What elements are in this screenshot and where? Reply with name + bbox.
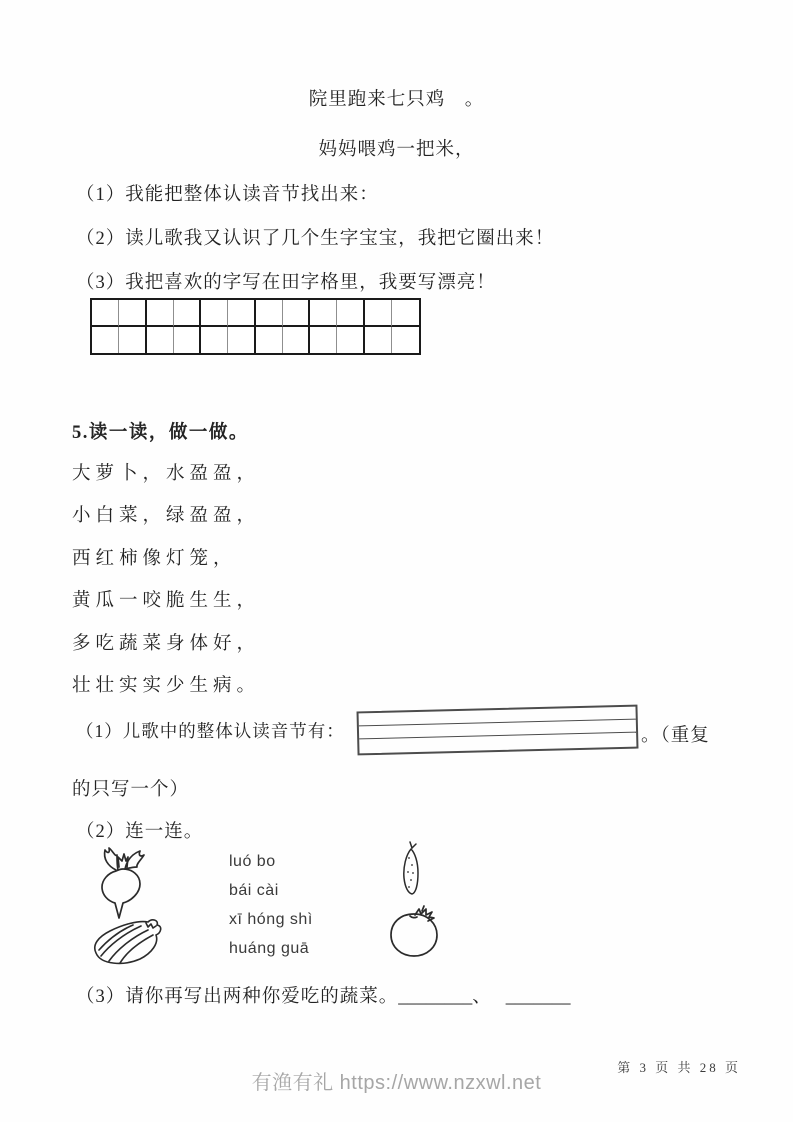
- grid-cell: [147, 327, 174, 354]
- poem-line-5: 多吃蔬菜身体好，: [72, 634, 261, 654]
- poem-line-1: 大萝卜，水盈盈，: [72, 464, 261, 484]
- grid-cell: [92, 300, 119, 327]
- chinese-cabbage-drawing: [90, 915, 166, 969]
- poem-line-2: 小白菜，绿盈盈，: [72, 506, 261, 526]
- pinyin-ruled-line: [359, 719, 636, 727]
- q5-3-separator: 、: [472, 987, 492, 1007]
- q5-3-blank-2: _______: [505, 987, 571, 1007]
- grid-cell: [92, 327, 119, 354]
- page-number-indicator: 第 3 页 共 28 页: [617, 1060, 741, 1075]
- grid-cell: [119, 300, 146, 327]
- pinyin-ruled-line: [359, 731, 636, 739]
- poem-line-4: 黄瓜一咬脆生生，: [72, 591, 261, 611]
- q5-3-prefix: （3）请你再写出两种你爱吃的蔬菜。: [76, 987, 399, 1007]
- grid-cell: [174, 327, 201, 354]
- rhyme-line-2: 妈妈喂鸡一把米，: [318, 140, 475, 160]
- grid-cell: [310, 300, 337, 327]
- grid-cell: [365, 300, 392, 327]
- grid-cell: [174, 300, 201, 327]
- q5-2-label: （2）连一连。: [76, 822, 204, 842]
- grid-cell: [310, 327, 337, 354]
- radish-drawing: [96, 844, 148, 924]
- grid-cell: [228, 327, 255, 354]
- grid-cell: [201, 300, 228, 327]
- grid-cell: [392, 300, 419, 327]
- grid-cell: [283, 327, 310, 354]
- q4-subquestion-1: （1）我能把整体认读音节找出来：: [76, 185, 379, 205]
- q4-subquestion-3: （3）我把喜欢的字写在田字格里，我要写漂亮！: [76, 273, 496, 293]
- grid-cell: [337, 300, 364, 327]
- grid-cell: [228, 300, 255, 327]
- grid-cell: [283, 300, 310, 327]
- site-watermark: 有渔有礼 https://www.nzxwl.net: [251, 1072, 542, 1094]
- grid-cell: [392, 327, 419, 354]
- grid-cell: [201, 327, 228, 354]
- q5-3-line: [76, 985, 571, 1009]
- poem-line-6: 壮壮实实少生病。: [72, 676, 261, 696]
- pinyin-option-luobo: luó bo: [229, 853, 276, 870]
- tomato-drawing: [387, 903, 443, 959]
- poem-line-3: 西红柿像灯笼，: [72, 549, 237, 569]
- character-writing-grid: [90, 298, 421, 355]
- grid-cell: [119, 327, 146, 354]
- section5-title: 5.读一读，做一做。: [72, 423, 249, 443]
- rhyme-line-1: 院里跑来七只鸡 。: [308, 90, 485, 110]
- pinyin-option-huanggua: huáng guā: [229, 940, 310, 957]
- grid-cell: [256, 327, 283, 354]
- grid-cell: [256, 300, 283, 327]
- pinyin-four-line-answer-box: [357, 705, 639, 756]
- q4-subquestion-2: （2）读儿歌我又认识了几个生字宝宝，我把它圈出来！: [76, 229, 555, 249]
- q5-1-prefix: （1）儿歌中的整体认读音节有：: [76, 721, 345, 741]
- grid-cell: [337, 327, 364, 354]
- grid-cell: [365, 327, 392, 354]
- grid-cell: [147, 300, 174, 327]
- pinyin-option-baicai: bái cài: [229, 882, 279, 899]
- q5-1-suffix: 。（重复: [641, 726, 710, 746]
- q5-1-continuation: 的只写一个）: [72, 780, 190, 800]
- pinyin-option-xihongshi: xī hóng shì: [229, 911, 313, 928]
- q5-3-blank-1: ________: [398, 987, 473, 1007]
- cucumber-drawing: [397, 840, 425, 898]
